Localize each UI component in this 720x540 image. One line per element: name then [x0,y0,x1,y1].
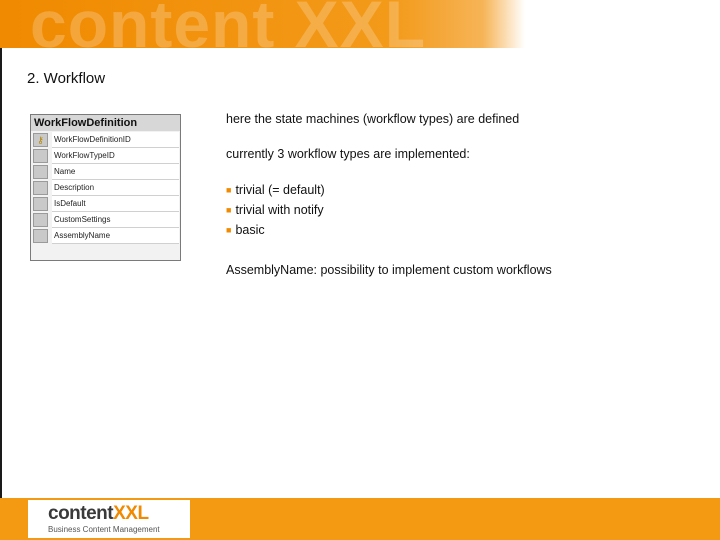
column-name: CustomSettings [52,212,179,228]
table-row [33,228,179,244]
column-name: Description [52,180,179,196]
slide-title: 2. Workflow [27,70,106,87]
column-name: WorkFlowTypeID [52,148,179,164]
table-row [33,180,179,196]
list-item: ■ trivial (= default) [226,183,325,197]
db-table-diagram [30,114,181,261]
row-selector [33,213,48,227]
table-row [33,164,179,180]
logo-wordmark: contentXXL [48,503,149,524]
list-item: ■ trivial with notify [226,203,324,217]
table-row [33,148,179,164]
logo-tagline: Business Content Management [48,525,160,534]
row-selector [33,181,48,195]
left-border-line [0,0,2,500]
footer-logo [28,500,190,538]
row-selector [33,149,48,163]
list-item: ■ basic [226,223,265,237]
column-name: IsDefault [52,196,179,212]
db-table-columns [33,132,179,244]
row-selector [33,165,48,179]
row-selector [33,229,48,243]
header-banner [0,0,525,48]
table-row [33,212,179,228]
bullet-square-icon: ■ [226,225,232,235]
count-line: currently 3 workflow types are implemented: [226,147,470,161]
bullet-square-icon: ■ [226,205,232,215]
assembly-note: AssemblyName: possibility to implement custom workflows [226,263,552,277]
column-name: AssemblyName [52,228,179,244]
row-selector [33,197,48,211]
header-watermark-logo: content XXL [30,0,427,48]
primary-key-icon: ⚷ [33,133,48,147]
bullet-square-icon: ■ [226,185,232,195]
db-table-name: WorkFlowDefinition [31,115,180,131]
table-row [33,132,179,148]
column-name: Name [52,164,179,180]
column-name: WorkFlowDefinitionID [52,132,179,148]
intro-line: here the state machines (workflow types) are defined [226,112,520,126]
workflow-type-list [226,181,325,241]
table-row [33,196,179,212]
